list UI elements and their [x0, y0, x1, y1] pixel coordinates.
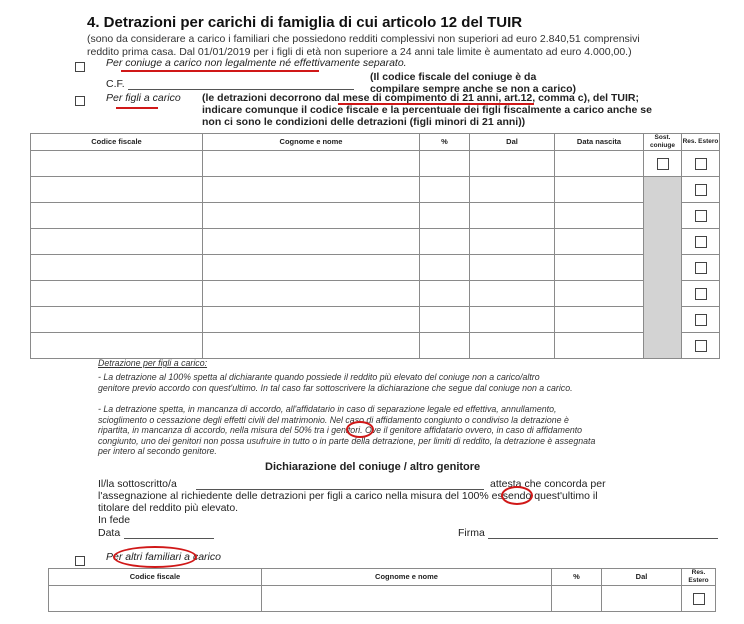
birth-cell[interactable]: [555, 203, 644, 229]
pct-cell[interactable]: [420, 177, 470, 203]
res-estero-checkbox[interactable]: [695, 314, 707, 326]
col-codice-fiscale: Codice fiscale: [31, 134, 203, 151]
res-estero-cell: [682, 203, 720, 229]
birth-cell[interactable]: [555, 307, 644, 333]
pct-cell[interactable]: [552, 586, 602, 612]
dal-cell[interactable]: [470, 281, 555, 307]
red-underline: [116, 107, 158, 109]
name-cell[interactable]: [203, 229, 420, 255]
sost-coniuge-disabled-cell: [644, 177, 682, 359]
res-estero-cell: [682, 255, 720, 281]
res-estero-checkbox[interactable]: [695, 288, 707, 300]
spouse-checkbox[interactable]: [75, 62, 85, 72]
firma-field[interactable]: [488, 538, 718, 539]
col-dal: Dal: [602, 569, 682, 586]
children-table: [30, 133, 720, 359]
declaration-line2: l'assegnazione al richiedente delle detrazioni per figli a carico nella misura del 100% essendo quest'ultimo il: [98, 490, 598, 502]
res-estero-cell: [682, 151, 720, 177]
res-estero-cell: [682, 333, 720, 359]
pct-cell[interactable]: [420, 333, 470, 359]
birth-cell[interactable]: [555, 229, 644, 255]
res-estero-checkbox[interactable]: [693, 593, 705, 605]
res-estero-checkbox[interactable]: [695, 340, 707, 352]
res-estero-cell: [682, 307, 720, 333]
pct-cell[interactable]: [420, 151, 470, 177]
pct-cell[interactable]: [420, 203, 470, 229]
res-estero-cell: [682, 229, 720, 255]
table-row: [31, 307, 720, 333]
res-estero-cell: [682, 281, 720, 307]
children-note: (le detrazioni decorrono dal mese di compimento di 21 anni, art.12, comma c), del TUIR; indicare comunque il codice fiscale e la percentuale dei figli fiscalmente a carico anche se non ci sono le condizioni delle detrazioni (figli minori di 21 anni)): [202, 92, 652, 128]
name-cell[interactable]: [203, 203, 420, 229]
name-cell[interactable]: [262, 586, 552, 612]
cf-label: C.F.: [106, 78, 125, 90]
red-underline: [338, 103, 534, 105]
res-estero-cell: [682, 177, 720, 203]
cf-cell[interactable]: [31, 307, 203, 333]
cf-cell[interactable]: [31, 255, 203, 281]
col-dal: Dal: [470, 134, 555, 151]
pct-cell[interactable]: [420, 255, 470, 281]
dal-cell[interactable]: [470, 203, 555, 229]
col-sost-coniuge: Sost. coniuge: [644, 134, 682, 151]
red-circle-100-percent: [501, 486, 533, 505]
col-cognome-nome: Cognome e nome: [203, 134, 420, 151]
name-cell[interactable]: [203, 151, 420, 177]
table-row: [31, 203, 720, 229]
table-row: [31, 151, 720, 177]
res-estero-checkbox[interactable]: [695, 158, 707, 170]
birth-cell[interactable]: [555, 151, 644, 177]
cf-cell[interactable]: [31, 177, 203, 203]
data-label: Data: [98, 527, 121, 539]
col-data-nascita: Data nascita: [555, 134, 644, 151]
cf-cell[interactable]: [31, 203, 203, 229]
cf-cell[interactable]: [49, 586, 262, 612]
dal-cell[interactable]: [470, 307, 555, 333]
red-circle-50-percent: [346, 421, 374, 438]
declaration-heading: Dichiarazione del coniuge / altro genitore: [265, 461, 481, 473]
dal-cell[interactable]: [470, 177, 555, 203]
dal-cell[interactable]: [602, 586, 682, 612]
table-row: [31, 229, 720, 255]
declaration-line1-a: Il/la sottoscritto/a: [98, 478, 177, 490]
name-cell[interactable]: [203, 255, 420, 281]
res-estero-checkbox[interactable]: [695, 210, 707, 222]
name-cell[interactable]: [203, 177, 420, 203]
cf-cell[interactable]: [31, 333, 203, 359]
spouse-cf-note: (Il codice fiscale del coniuge è da compilare sempre anche se non a carico): [370, 71, 577, 95]
res-estero-checkbox[interactable]: [695, 262, 707, 274]
cf-cell[interactable]: [31, 151, 203, 177]
others-checkbox[interactable]: [75, 556, 85, 566]
name-cell[interactable]: [203, 307, 420, 333]
sost-coniuge-cell: [644, 151, 682, 177]
table-row: [49, 586, 716, 612]
in-fede: In fede: [98, 514, 131, 526]
data-field[interactable]: [124, 538, 214, 539]
section-title: 4. Detrazioni per carichi di famiglia di cui articolo 12 del TUIR: [87, 14, 523, 31]
children-label: Per figli a carico: [106, 92, 181, 104]
sost-coniuge-checkbox[interactable]: [657, 158, 669, 170]
birth-cell[interactable]: [555, 333, 644, 359]
name-cell[interactable]: [203, 333, 420, 359]
others-table: [48, 568, 716, 612]
notes-bullet-2: - La detrazione spetta, in mancanza di accordo, all'affidatario in caso di separazione legale ed effettiva, annullamento, scioglimento o cessazione degli effetti civili del matrimonio. Nel caso di affidamento congiunto o condiviso la detrazione è ripartita, in mancanza di accordo, nella misura del 50% tra i genitori. Ove il genitore affidatario ovvero, in caso di affidamento congiunto, uno dei genitori non possa usufruire in tutto o in parte della detrazione, per limiti di reddito, la detrazione è assegnata per intero al secondo genitore.: [98, 404, 596, 456]
spouse-label: Per coniuge a carico non legalmente né effettivamente separato.: [106, 57, 407, 69]
col-res-estero: Res. Estero: [682, 134, 720, 151]
others-label: Per altri familiari a carico: [106, 551, 221, 563]
section-subtitle: (sono da considerare a carico i familiari che possiedono redditi complessivi non superiori ad euro 2.840,51 comprensivi reddito prima casa. Dal 01/01/2019 per i figli di età non superiore a 24 anni tale limite è aumentato ad euro 4.000,00.): [87, 33, 640, 58]
red-circle-altri-familiari: [113, 546, 197, 568]
birth-cell[interactable]: [555, 255, 644, 281]
declaration-line3: titolare del reddito più elevato.: [98, 502, 239, 514]
dal-cell[interactable]: [470, 255, 555, 281]
cf-cell[interactable]: [31, 281, 203, 307]
dal-cell[interactable]: [470, 229, 555, 255]
col-codice-fiscale: Codice fiscale: [49, 569, 262, 586]
pct-cell[interactable]: [420, 281, 470, 307]
spouse-cf-field[interactable]: [128, 89, 354, 90]
col-percent: %: [420, 134, 470, 151]
table-row: [31, 281, 720, 307]
dal-cell[interactable]: [470, 151, 555, 177]
table-row: [31, 333, 720, 359]
res-estero-cell: [682, 586, 716, 612]
pct-cell[interactable]: [420, 229, 470, 255]
notes-bullet-1: - La detrazione al 100% spetta al dichiarante quando possiede il reddito più elevato del coniuge non a carico/altro genitore previo accordo con quest'ultimo. In tal caso far sottoscrivere la dichiarazione che segue dal coniuge non a carico.: [98, 372, 573, 393]
col-res-estero: Res. Estero: [682, 569, 716, 586]
red-underline: [121, 70, 319, 72]
birth-cell[interactable]: [555, 177, 644, 203]
col-percent: %: [552, 569, 602, 586]
declaration-line1-b: attesta che concorda per: [490, 478, 606, 490]
cf-cell[interactable]: [31, 229, 203, 255]
name-cell[interactable]: [203, 281, 420, 307]
table-row: [31, 177, 720, 203]
pct-cell[interactable]: [420, 307, 470, 333]
table-row: [31, 255, 720, 281]
res-estero-checkbox[interactable]: [695, 184, 707, 196]
firma-label: Firma: [458, 527, 485, 539]
children-checkbox[interactable]: [75, 96, 85, 106]
birth-cell[interactable]: [555, 281, 644, 307]
res-estero-checkbox[interactable]: [695, 236, 707, 248]
col-cognome-nome: Cognome e nome: [262, 569, 552, 586]
notes-heading: Detrazione per figli a carico:: [98, 358, 208, 368]
dal-cell[interactable]: [470, 333, 555, 359]
